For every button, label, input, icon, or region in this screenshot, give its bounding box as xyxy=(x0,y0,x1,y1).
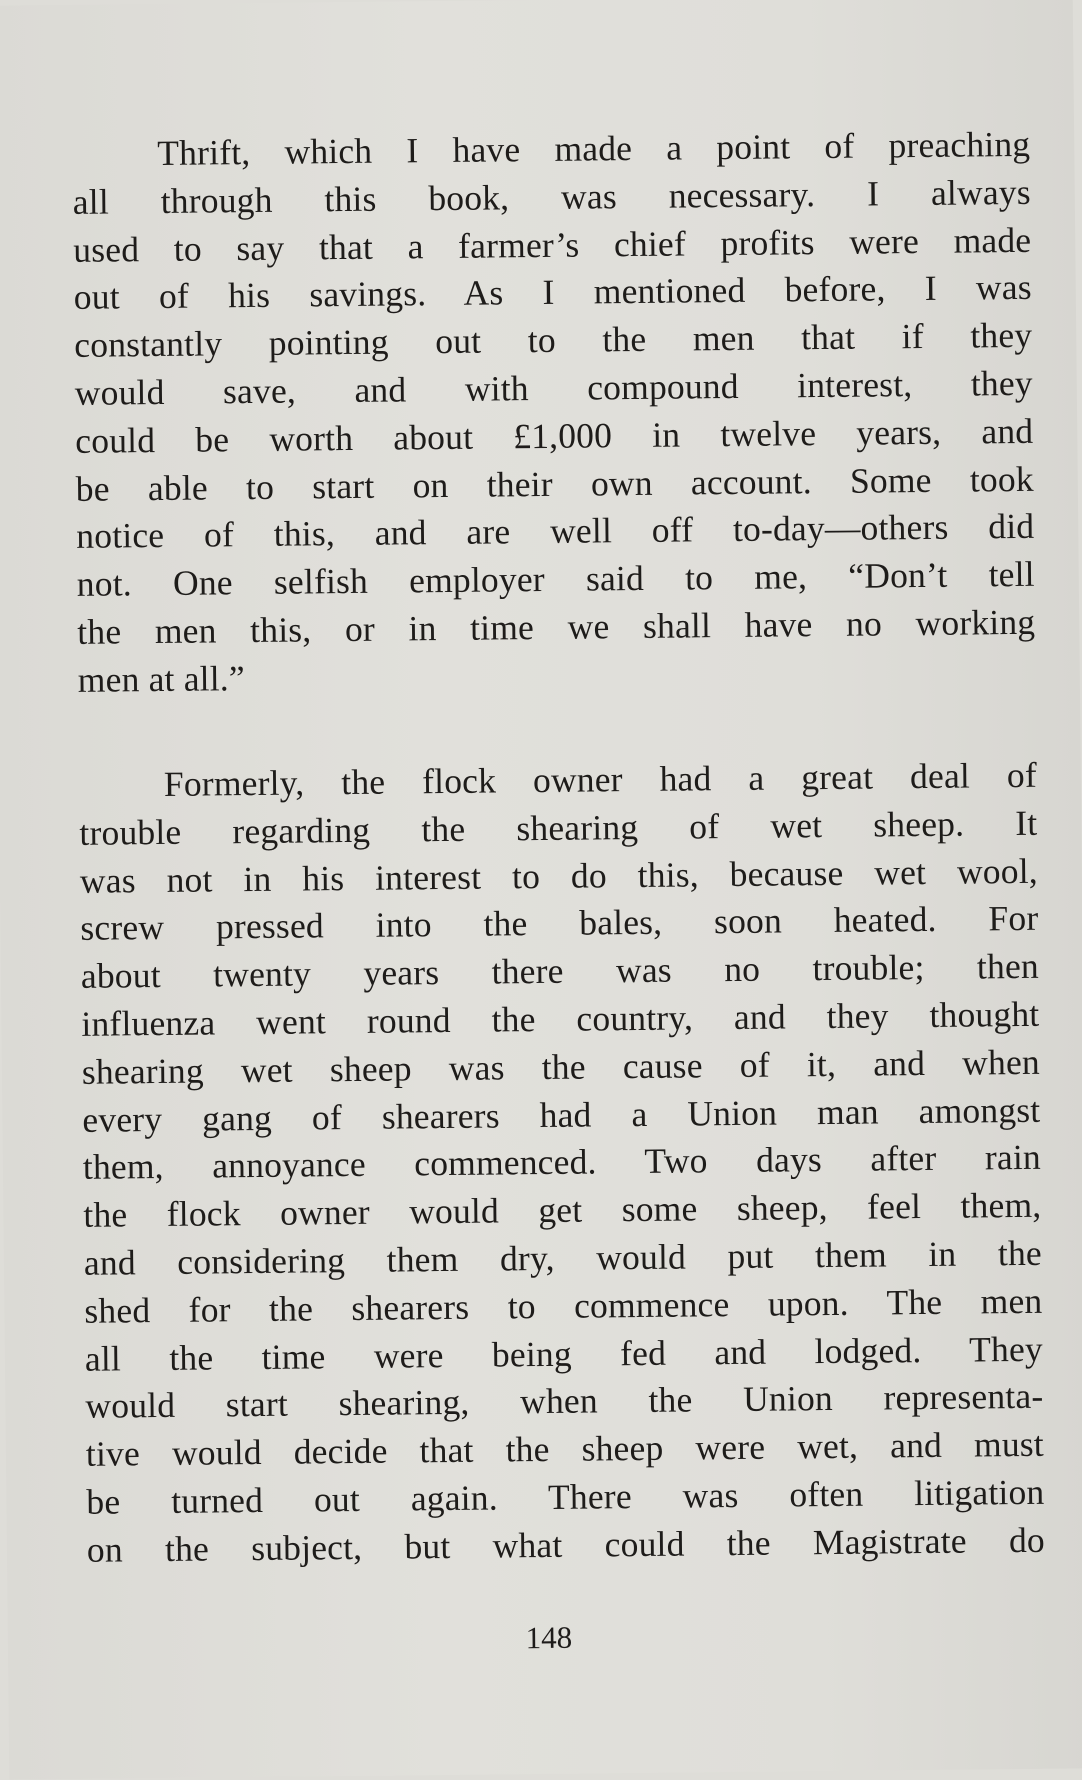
text-line: tive would decide that the sheep were wet, and must xyxy=(85,1423,1045,1474)
text-line: about twenty years there was no trouble; then xyxy=(80,945,1040,997)
text-line: and considering them dry, would put them in the xyxy=(83,1232,1043,1283)
text-line: notice of this, and are well off to-day—others did xyxy=(76,506,1035,557)
text-line: men at all.” xyxy=(77,657,246,700)
text-line: shearing wet sheep was the cause of it, and when xyxy=(81,1041,1041,1092)
text-line: all the time were being fed and lodged. They xyxy=(84,1328,1044,1379)
text-line: be turned out again. There was often litigation xyxy=(86,1471,1045,1522)
text-line: would start shearing, when the Union representa- xyxy=(85,1376,1044,1427)
text-line: was not in his interest to do this, because wet wool, xyxy=(79,850,1039,901)
text-line: constantly pointing out to the men that if they xyxy=(74,315,1033,366)
text-line: out of his savings. As I mentioned before, I was xyxy=(73,267,1032,318)
text-line: Formerly, the flock owner had a great deal of xyxy=(163,754,1038,804)
text-line: shed for the shearers to commence upon. The men xyxy=(84,1280,1043,1331)
text-line: used to say that a farmer’s chief profits were made xyxy=(73,219,1032,270)
text-line: screw pressed into the bales, soon heated. For xyxy=(80,898,1039,949)
text-line: could be worth about £1,000 in twelve years, and xyxy=(75,410,1034,461)
text-line: influenza went round the country, and they thought xyxy=(81,993,1040,1044)
text-line: them, annoyance commenced. Two days after rain xyxy=(82,1137,1042,1188)
text-line: every gang of shearers had a Union man amongst xyxy=(82,1089,1041,1140)
text-line: would save, and with compound interest, they xyxy=(74,362,1033,413)
paragraph-thrift xyxy=(72,121,1036,705)
text-line: trouble regarding the shearing of wet sheep. It xyxy=(79,802,1038,853)
text-line: be able to start on their own account. Some took xyxy=(75,458,1034,509)
page-number: 148 xyxy=(525,1619,573,1656)
text-line: the flock owner would get some sheep, feel them, xyxy=(83,1184,1042,1235)
text-line: on the subject, but what could the Magistrate do xyxy=(86,1519,1046,1570)
text-line: Thrift, which I have made a point of preaching xyxy=(157,123,1031,173)
text-line: the men this, or in time we shall have no working xyxy=(77,601,1036,652)
text-line: not. One selfish employer said to me, “Don’t tell xyxy=(76,553,1035,605)
text-line: all through this book, was necessary. I always xyxy=(72,171,1031,222)
paragraph-shearing xyxy=(79,752,1045,1575)
